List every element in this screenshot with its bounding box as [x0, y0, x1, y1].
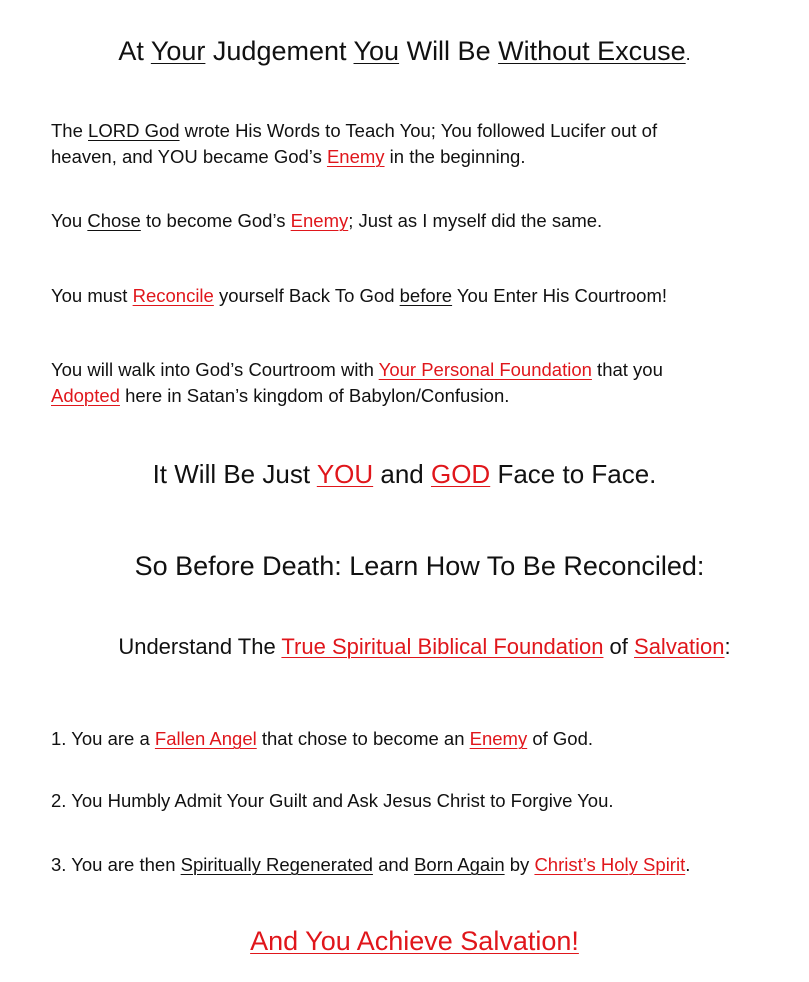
text-run: in the beginning. — [384, 146, 526, 167]
regenerated-underlined: Spiritually Regenerated — [180, 854, 373, 875]
paragraph-courtroom-line2 — [51, 385, 791, 407]
closing-heading — [30, 926, 799, 957]
paragraph-reconcile — [51, 285, 791, 307]
title-text: Will Be — [399, 36, 499, 66]
text-run: to become God’s — [140, 210, 291, 231]
text-run: : — [724, 634, 731, 659]
title-you: You — [353, 36, 400, 66]
before-death-heading: So Before Death: Learn How To Be Reconciled: — [134, 551, 705, 581]
paragraph-lord-god-line2 — [51, 146, 791, 168]
achieve-salvation-red-link: And You Achieve Salvation! — [250, 926, 579, 956]
understand-heading — [40, 634, 809, 660]
before-underlined: before — [399, 285, 453, 306]
personal-foundation-red-link: Your Personal Foundation — [378, 359, 592, 380]
text-run: You — [51, 210, 88, 231]
you-red-link: YOU — [316, 459, 374, 489]
text-run: and — [372, 854, 415, 875]
title-text: At — [118, 36, 151, 66]
paragraph-courtroom-line1 — [51, 359, 791, 381]
text-run: You must — [51, 285, 133, 306]
text-run: It Will Be Just — [152, 459, 317, 489]
page-title — [30, 36, 779, 67]
text-run: Understand The — [118, 634, 282, 659]
enemy-red-link: Enemy — [469, 728, 528, 749]
text-run: of — [603, 634, 635, 659]
god-red-link: GOD — [430, 459, 491, 489]
text-run: that you — [591, 359, 663, 380]
text-run: You Enter His Courtroom! — [452, 285, 668, 306]
chose-underlined: Chose — [87, 210, 141, 231]
paragraph-chose — [51, 210, 791, 232]
text-run: ; Just as I myself did the same. — [348, 210, 603, 231]
reconcile-red-link: Reconcile — [132, 285, 214, 306]
title-without-excuse: Without Excuse — [498, 36, 686, 66]
text-run: here in Satan’s kingdom of Babylon/Confusion. — [119, 385, 510, 406]
fallen-angel-red-link: Fallen Angel — [154, 728, 257, 749]
lord-god-underlined: LORD God — [88, 120, 180, 141]
text-run: that chose to become an — [256, 728, 470, 749]
salvation-red-link: Salvation — [634, 634, 725, 659]
enemy-red-link: Enemy — [290, 210, 349, 231]
title-your: Your — [150, 36, 206, 66]
born-again-underlined: Born Again — [414, 854, 505, 875]
text-run: by — [504, 854, 535, 875]
text-run: The — [51, 120, 89, 141]
text-run: heaven, and YOU became God’s — [51, 146, 327, 167]
holy-spirit-red-link: Christ’s Holy Spirit — [534, 854, 686, 875]
paragraph-lord-god-line1 — [51, 120, 791, 142]
text-run: . — [685, 854, 691, 875]
list-item-3 — [51, 854, 803, 876]
text-run: of God. — [527, 728, 594, 749]
text-run: You will walk into God’s Courtroom with — [51, 359, 379, 380]
text-run: 1. You are a — [51, 728, 155, 749]
adopted-red-link: Adopted — [51, 385, 120, 406]
title-period: . — [685, 44, 691, 64]
text-run: wrote His Words to Teach You; You followed Lucifer out of — [179, 120, 658, 141]
text-run: and — [373, 459, 431, 489]
title-text: Judgement — [205, 36, 354, 66]
face-to-face-heading — [20, 459, 789, 490]
text-run: Face to Face. — [490, 459, 657, 489]
text-run: yourself Back To God — [213, 285, 400, 306]
text-run: 3. You are then — [51, 854, 181, 875]
enemy-red-link: Enemy — [326, 146, 385, 167]
list-item-1 — [51, 728, 791, 750]
list-item-2: 2. You Humbly Admit Your Guilt and Ask Jesus Christ to Forgive You. — [51, 790, 614, 811]
true-foundation-red-link: True Spiritual Biblical Foundation — [281, 634, 604, 659]
